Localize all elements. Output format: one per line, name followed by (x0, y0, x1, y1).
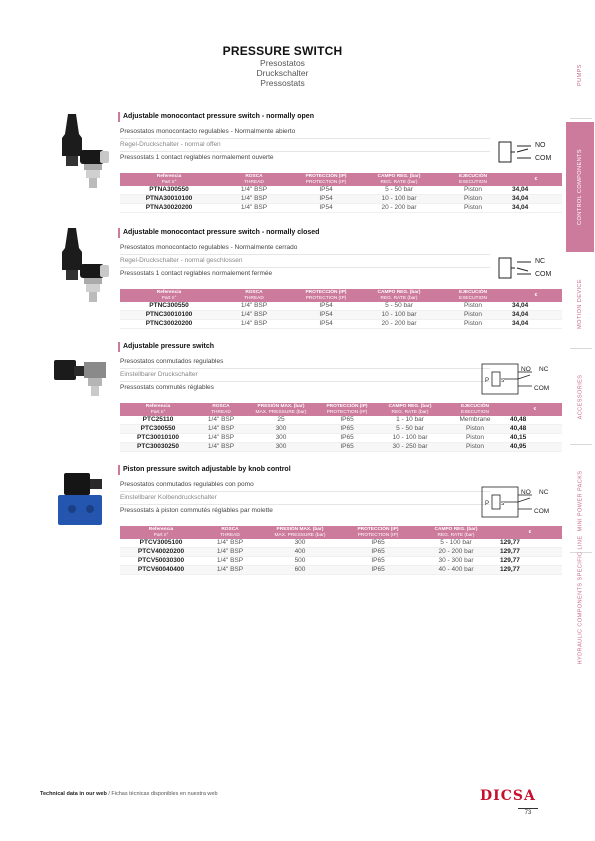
table-row: PTCV40020200 1/4" BSP 400 IP65 20 - 200 bar 129,77 (120, 548, 562, 557)
footer-note (40, 791, 218, 797)
table-row: PTNA30020200 1/4" BSP IP54 20 - 200 bar Piston 34,04 (120, 204, 562, 213)
sidebar-divider (570, 444, 592, 445)
table-row: PTC30010100 1/4" BSP 300 IP65 10 - 100 bar Piston 40,15 (120, 434, 562, 443)
section-normally-open (40, 112, 560, 217)
table-row: PTNC300550 1/4" BSP IP54 5 - 50 bar Piston 34,04 (120, 302, 562, 311)
sidebar-item-hydraulic-components[interactable]: HYDRAULIC COMPONENTS SPECIFIC LINE (577, 535, 584, 665)
section-piston-knob (40, 465, 560, 585)
footer-text: / Fichas técnicas disponibles en nuestra web (108, 791, 218, 797)
page-number: 73 (518, 808, 538, 816)
dicsa-logo: DICSA (480, 788, 536, 804)
section-description: Presostatos conmutados regulables Einstellbarer Druckschalter Pressostats commutés réglables (120, 356, 490, 394)
switch-symbol-icon (480, 360, 565, 398)
section-description: Presostatos monocontacto regulables - Normalmente abierto Regel-Druckschalter - normal offen Pressostats 1 contact reglables normalement ouverte (120, 126, 490, 164)
section-normally-closed (40, 228, 560, 333)
sidebar-item-pumps[interactable]: PUMPS (577, 64, 583, 86)
section-title: Adjustable monocontact pressure switch - normally closed (118, 228, 368, 238)
symbol-com-label: COM (535, 155, 552, 162)
symbol-nc-label: NC (535, 258, 546, 265)
spec-table-piston: Referencia Part n° ROSCA THREAD PRESIÓN MAX. (bar) MAX. PRESSURE (bar) PROTECCIÓN (IP) PROTECTION (IP) CAMPO REG. (bar) REG. RATE (bar) € PTCV3005100 1/4" BSP 300 IP65 5 - 100 bar 129,77 PTCV40020200 1/4" BSP 400 IP65 20 - 200 bar 129,77 PTCV50030300 1/4" BSP 500 IP65 30 - 300 bar 129,77 PTCV60040400 1/4" BSP 600 IP65 40 - 400 bar 129,77 (120, 526, 562, 575)
table-row: PTCV50030300 1/4" BSP 500 IP65 30 - 300 bar 129,77 (120, 557, 562, 566)
table-row: PTNC30010100 1/4" BSP IP54 10 - 100 bar Piston 34,04 (120, 311, 562, 320)
footer-bold: Technical data in our web (40, 791, 107, 797)
switch-symbol-icon (480, 483, 565, 521)
symbol-s-label: S (501, 501, 505, 507)
page-title: PRESSURE SWITCH (222, 44, 343, 58)
sidebar-divider (570, 348, 592, 349)
table-row: PTC25110 1/4" BSP 25 IP65 1 - 10 bar Membrane 40,48 (120, 416, 562, 425)
symbol-com-label: COM (535, 271, 552, 278)
table-row: PTCV3005100 1/4" BSP 300 IP65 5 - 100 bar 129,77 (120, 539, 562, 548)
section-adjustable (40, 342, 560, 454)
table-row: PTNA300550 1/4" BSP IP54 5 - 50 bar Piston 34,04 (120, 186, 562, 195)
sidebar-item-motion-device[interactable]: MOTION DEVICE (577, 279, 584, 329)
pressure-switch-nc-image (58, 228, 112, 312)
section-description: Presostatos monocontacto regulables - Normalmente cerrado Regel-Druckschalter - normal geschlossen Pressostats 1 contact reglables normalement fermée (120, 242, 490, 280)
section-title: Adjustable pressure switch (118, 342, 368, 352)
section-title: Piston pressure switch adjustable by knob control (118, 465, 368, 475)
table-row: PTC300550 1/4" BSP 300 IP65 5 - 50 bar Piston 40,48 (120, 425, 562, 434)
symbol-s-label: S (501, 378, 505, 384)
table-row: PTCV60040400 1/4" BSP 600 IP65 40 - 400 bar 129,77 (120, 566, 562, 575)
subtitle-de: Druckschalter (256, 68, 309, 78)
sidebar-item-control-components[interactable]: CONTROL COMPONENTS (566, 122, 594, 252)
category-sidebar (566, 40, 594, 665)
symbol-com-label: COM (534, 508, 550, 515)
symbol-no-label: NO (521, 489, 531, 496)
piston-switch-image (56, 471, 112, 531)
sidebar-item-accessories[interactable]: ACCESSORIES (577, 374, 583, 420)
sidebar-divider (570, 118, 592, 119)
spec-table-nc: Referencia Part n° ROSCA THREAD PROTECCIÓN (IP) PROTECTION (IP) CAMPO REG. (bar) REG. RATE (bar) EJECUCIÓN EXECUTION € PTNC300550 1/4" BSP IP54 5 - 50 bar Piston 34,04 PTNC30010100 1/4" BSP IP54 10 - 100 bar Piston 34,04 PTNC30020200 1/4" BSP IP54 20 - 200 bar Piston 34,04 (120, 289, 562, 329)
table-row: PTC30030250 1/4" BSP 300 IP65 30 - 250 bar Piston 40,95 (120, 443, 562, 452)
symbol-no-label: NO (521, 366, 531, 373)
adjustable-switch-image (52, 356, 114, 402)
section-title: Adjustable monocontact pressure switch - normally open (118, 112, 368, 122)
symbol-p-label: P (485, 501, 490, 507)
subtitle-fr: Pressostats (260, 78, 305, 88)
spec-table-adjustable: Referencia Part n° ROSCA THREAD PRESIÓN MAX. (bar) MAX. PRESSURE (bar) PROTECCIÓN (IP) PROTECTION (IP) CAMPO REG. (bar) REG. RATE (bar) EJECUCIÓN EXECUTION € PTC25110 1/4" BSP 25 IP65 1 - 10 bar Membrane 40,48 PTC300550 1/4" BSP 300 IP65 5 - 50 bar Piston 40,48 PTC30010100 1/4" BSP 300 IP65 10 - 100 bar Piston 40,15 PTC30030250 1/4" BSP 300 IP65 30 - 250 bar Piston 40,95 (120, 403, 562, 452)
subtitle-es: Presostatos (260, 58, 305, 68)
pressure-switch-no-image (58, 114, 112, 198)
contact-symbol-no-icon (495, 136, 565, 166)
symbol-no-label: NO (535, 142, 546, 149)
spec-table-no: Referencia Part n° ROSCA THREAD PROTECCIÓN (IP) PROTECTION (IP) CAMPO REG. (bar) REG. RATE (bar) EJECUCIÓN EXECUTION € PTNA300550 1/4" BSP IP54 5 - 50 bar Piston 34,04 PTNA30010100 1/4" BSP IP54 10 - 100 bar Piston 34,04 PTNA30020200 1/4" BSP IP54 20 - 200 bar Piston 34,04 (120, 173, 562, 213)
symbol-p-label: P (485, 378, 490, 384)
contact-symbol-nc-icon (495, 252, 565, 282)
sidebar-item-mini-power-packs[interactable]: MINI POWER PACKS (577, 470, 583, 531)
table-row: PTNA30010100 1/4" BSP IP54 10 - 100 bar Piston 34,04 (120, 195, 562, 204)
section-description: Presostatos conmutados regulables con pomo Einstellbarer Kolbendruckschalter Pressostats à piston commutés réglables par molette (120, 479, 490, 517)
page-header (0, 44, 565, 88)
symbol-nc-label: NC (539, 489, 549, 496)
symbol-com-label: COM (534, 385, 550, 392)
symbol-nc-label: NC (539, 366, 549, 373)
table-row: PTNC30020200 1/4" BSP IP54 20 - 200 bar Piston 34,04 (120, 320, 562, 329)
